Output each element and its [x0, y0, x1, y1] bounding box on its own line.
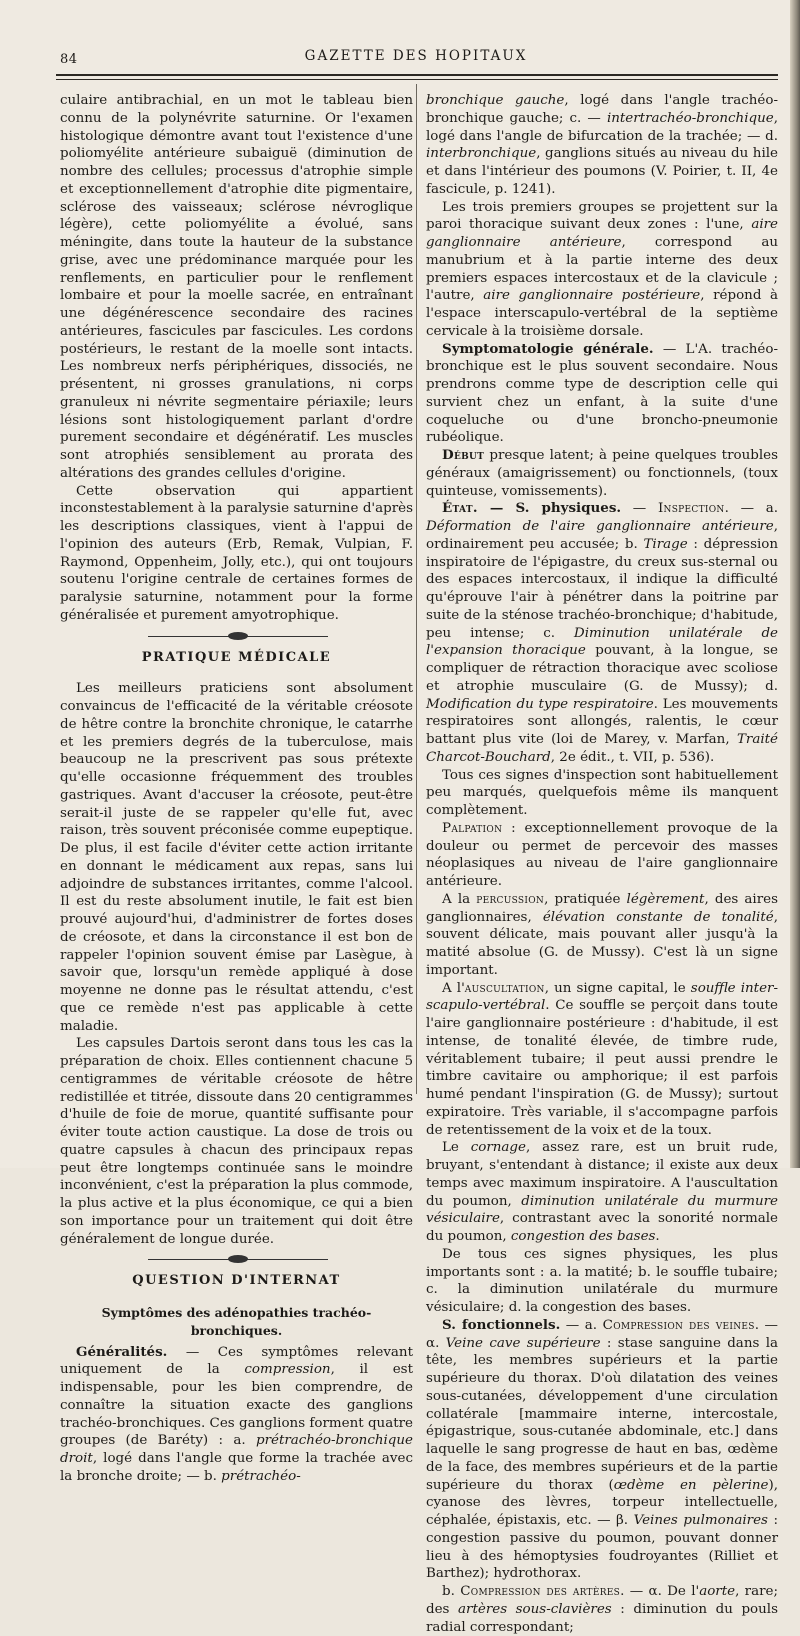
- text-run: : congestion passive du poumon, pouvant donner lieu à des hémoptysies foudroyantes (Rilliet et Barthez); hydrothorax.: [426, 1513, 778, 1582]
- italic-term: prétrachéo-: [221, 1468, 301, 1484]
- smallcaps-term: Compression des artères: [460, 1584, 621, 1599]
- text-run: : diminution du pouls radial correspondant;: [426, 1601, 778, 1635]
- paragraph-auscultation: [426, 980, 778, 1140]
- text-run: . — a.: [724, 501, 778, 517]
- text-run: : dépression inspiratoire de l'épigastre, du creux sus-sternal ou des espaces intercostaux, il indique la difficulté qu'éprouve l'air à pénétrer dans la poitrine par suite de la sténose trachéo-bronchique; d'habitude, peu intense; c.: [426, 536, 779, 641]
- paragraph-groupes: [426, 92, 778, 199]
- text-run: , contrastant avec la sonorité normale du poumon,: [426, 1211, 778, 1244]
- text-run: . — α. De l': [620, 1584, 700, 1599]
- text-run: , des aires ganglionnaires,: [426, 891, 778, 925]
- lead-term: S. fonctionnels.: [442, 1316, 561, 1333]
- text-run: . Les mouvements respiratoires sont allongés, ralentis, le cœur battant plus vite (loi de Marey, v. Marfan,: [426, 696, 778, 747]
- smallcaps-term: Compression des veines: [602, 1317, 755, 1333]
- italic-term: artères sous-clavières: [458, 1601, 612, 1617]
- text-run: — L'A. trachéo-bronchique est le plus souvent secondaire. Nous prendrons comme type de description celle qui survient chez un enfant, à la suite d'une coqueluche ou d'une broncho-pneumonie rubéolique.: [426, 341, 778, 446]
- text-run: , un signe capital, le: [544, 980, 691, 996]
- text-run: , rare; des: [426, 1584, 779, 1617]
- smallcaps-term: Palpation: [442, 820, 503, 836]
- italic-term: intertrachéo-bronchique: [606, 110, 774, 126]
- text-run: A la: [442, 891, 477, 907]
- smallcaps-term: Inspection: [657, 501, 725, 517]
- left-column: [60, 92, 413, 1486]
- smallcaps-term: auscultation: [464, 980, 545, 996]
- italic-term: Traité Charcot-Bouchard: [426, 732, 778, 765]
- text-run: Les trois premiers groupes se projettent sur la paroi thoracique suivant deux zones : l'une,: [426, 199, 778, 233]
- text-run: Le: [442, 1140, 471, 1156]
- text-run: , 2e édit., t. VII, p. 536).: [550, 749, 715, 765]
- text-run: . — α.: [426, 1317, 778, 1351]
- italic-term: œdème en pèlerine: [613, 1477, 769, 1493]
- italic-term: diminution unilatérale du murmure vésiculaire: [426, 1193, 778, 1227]
- italic-term: Veines pulmonaires: [633, 1513, 768, 1528]
- paragraph-capsules: Les capsules Dartois seront dans tous les cas la préparation de choix. Elles contiennent chacune 5 centigrammes de véritable créosote de hêtre redistillée et titrée, dissoute dans 20 centigrammes d'huile de foie de morue, quantité suffisante pour éviter toute action caustique. La dose de trois ou quatre capsules à chacun des principaux repas peut être longtemps continuée sans le moindre inconvénient, c'est la préparation la plus commode, la plus active et la plus économique, ce qui a bien son importance pour un traitement qui doit être généralement de longue durée.: [60, 1036, 413, 1247]
- lead-term: Début: [442, 447, 485, 463]
- italic-term: Tirage: [643, 536, 688, 552]
- paragraph-observation: Cette observation qui appartient inconstestablement à la paralysie saturnine d'après les descriptions classiques, vient à l'appui de l'opinion des auteurs (Erb, Remak, Vulpian, F. Raymond, Oppenheim, Jolly, etc.), qui ont toujours soutenu l'origine centrale de certaines formes de paralysie saturnine, notamment pour la forme généralisée et purement amyotrophique.: [60, 483, 413, 623]
- italic-term: aire ganglionnaire antérieure: [426, 217, 778, 250]
- header-rule-thin: [56, 79, 778, 80]
- italic-term: prétrachéo-bronchique droit: [60, 1433, 413, 1466]
- italic-term: compression: [244, 1362, 331, 1378]
- text-run: , logé dans l'angle de bifurcation de la trachée; — d.: [426, 110, 778, 144]
- paragraph-continuation: culaire antibrachial, en un mot le tableau bien connu de la polynévrite saturnine. Or l'examen histologique démontre avant tout l'existence d'une poliomyélite antérieure subaiguë (diminution de nombre des cellules; processus d'atrophie simple et exceptionnellement d'atrophie dite pigmentaire, sclérose des vaisseaux; sclérose névroglique légère), cette poliomyélite a évolué, sans méningite, dans toute la hauteur de la substance grise, avec une prédominance marquée pour les renflements, en particulier pour le renflement lombaire et pour la moelle sacrée, en entraînant une dégénérescence secondaire des racines antérieures, fascicules par fascicules. Les cordons postérieurs, le restant de la moelle sont intacts. Les nombreux nerfs périphériques, dissociés, ne présentent, ni grosses granulations, ni corps granuleux ni névrite segmentaire périaxile; leurs lésions sont histologiquement parlant d'ordre purement secondaire et dégénératif. Les muscles sont atrophiés sensiblement au prorata des altérations des grandes cellules d'origine.: [60, 93, 413, 481]
- italic-term: aorte: [699, 1584, 736, 1599]
- smallcaps-term: percussion: [476, 891, 545, 907]
- paragraph-arteres: [426, 1583, 778, 1636]
- italic-term: congestion des bases: [510, 1229, 656, 1244]
- text-run: , pratiquée: [544, 891, 627, 907]
- text-run: pouvant, à la longue, se compliquer de rétraction thoracique avec scoliose et atrophie musculaire (G. de Mussy); d.: [426, 643, 778, 694]
- paragraph-debut: [426, 447, 778, 500]
- italic-term: légèrement: [626, 891, 705, 907]
- italic-term: cornage: [470, 1140, 526, 1156]
- section-title-pratique: PRATIQUE MÉDICALE: [141, 649, 332, 665]
- column-separator: [416, 84, 417, 1094]
- lead-term: État.: [442, 500, 478, 517]
- text-run: , correspond au manubrium et à la partie interne des deux premiers espaces intercostaux et de la clavicule ; l'autre,: [426, 235, 778, 304]
- text-run: , logé dans l'angle que forme la trachée avec la bronche droite; — b.: [60, 1451, 413, 1484]
- text-run: .: [655, 1229, 660, 1244]
- italic-term: souffle inter-scapulo-vertébral: [426, 980, 778, 1014]
- paragraph-fonctionnels: [426, 1317, 778, 1583]
- header-rule-thick: [56, 74, 778, 76]
- right-column: [426, 92, 778, 1636]
- text-run: b.: [442, 1584, 461, 1599]
- page-header: [56, 46, 776, 68]
- journal-title: GAZETTE DES HOPITAUX: [304, 48, 528, 64]
- lead-term: — S. physiques.: [477, 500, 622, 517]
- page-edge-shadow: [790, 0, 800, 1168]
- italic-term: Déformation de l'aire ganglionnaire antérieure: [426, 519, 774, 534]
- text-run: , souvent délicate, mais pouvant aller jusqu'à la matité absolue (G. de Mussy). C'est là un signe important.: [426, 909, 778, 978]
- italic-term: bronchique gauche: [426, 93, 565, 108]
- lead-term: Symptomatologie générale.: [442, 340, 654, 357]
- paragraph-zones: [426, 199, 778, 341]
- paragraph-importants: De tous ces signes physiques, les plus importants sont : a. la matité; b. le souffle tubaire; c. la diminution unilatérale du murmure vésiculaire; d. la congestion des bases.: [426, 1246, 778, 1315]
- paragraph-symptomatologie: [426, 341, 778, 448]
- text-run: , ordinairement peu accusée; b.: [426, 519, 778, 552]
- text-run: — Ces symptômes relevant uniquement de la: [60, 1344, 413, 1378]
- paragraph-generalites: [60, 1344, 413, 1486]
- italic-term: Diminution unilatérale de l'expansion thoracique: [426, 625, 779, 659]
- lead-term: Généralités.: [76, 1343, 168, 1360]
- text-run: , ganglions situés au niveau du hile et dans l'intérieur des poumons (V. Poirier, t. II, 4e fascicule, p. 1241).: [426, 146, 778, 197]
- subsection-title: Symptômes des adénopathies trachéo-bronchiques.: [101, 1305, 372, 1338]
- paragraph-palpation: [426, 820, 778, 891]
- italic-term: Veine cave supérieure: [445, 1335, 601, 1351]
- text-run: : exceptionnellement provoque de la douleur ou permet de percevoir des masses néoplasiques au niveau de l'aire ganglionnaire antérieure.: [426, 820, 778, 889]
- text-run: —: [621, 501, 658, 517]
- text-run: , il est indispensable, pour les bien comprendre, de connaître la situation exacte des ganglions trachéo-bronchiques. Ces ganglions forment quatre groupes (de Baréty) : a.: [60, 1362, 413, 1449]
- paragraph-percussion: [426, 891, 778, 980]
- text-run: . Ce souffle se perçoit dans toute l'aire ganglionnaire postérieure : d'habitude, il est intense, de tonalité élevée, de timbre rude, véritablement tubaire; il peut aussi prendre le timbre cavitaire ou amphorique; il est parfois humé pendant l'inspiration (G. de Mussy); surtout expiratoire. Très variable, il s'accompagne parfois de retentissement de la voix et de la toux.: [426, 998, 778, 1138]
- page-number: 84: [60, 52, 78, 67]
- paragraph-etat: [426, 500, 778, 766]
- text-run: A l': [442, 980, 465, 996]
- italic-term: interbronchique: [426, 146, 537, 162]
- section-divider: [60, 1252, 413, 1266]
- italic-term: Modification du type respiratoire: [426, 696, 654, 712]
- text-run: : stase sanguine dans la tête, les membres supérieurs et la partie supérieure du thorax. D'où dilatation des veines sous-cutanées, développement d'une circulation collatérale [mammaire interne, intercostale, épigastrique, sous-cutanée abdominale, etc.] dans laquelle le sang progresse de haut en bas, œdème de la face, des membres supérieurs et de la partie supérieure du thorax (: [426, 1335, 778, 1493]
- text-run: , assez rare, est un bruit rude, bruyant, s'entendant à distance; il existe aux deux temps avec maximum inspiratoire. A l'auscultation du poumon,: [426, 1140, 779, 1209]
- section-title-internat: QUESTION D'INTERNAT: [132, 1273, 341, 1289]
- paragraph-creosote: Les meilleurs praticiens sont absolument convaincus de l'efficacité de la véritable créosote de hêtre contre la bronchite chronique, le catarrhe et les premiers degrés de la tuberculose, mais beaucoup ne la prescrivent pas sous prétexte qu'elle occasionne fréquemment des troubles gastriques. Avant d'accuser la créosote, peut-être serait-il juste de se rappeler qu'elle fut, avec raison, très souvent préconisée comme eupeptique. De plus, il est facile d'éviter cette action irritante en donnant le médicament aux repas, sans lui adjoindre de substances irritantes, comme l'alcool. Il est du reste absolument inutile, le fait est bien prouvé aujourd'hui, d'administrer de fortes doses de créosote, et dans la circonstance il est bon de rappeler l'opinion souvent émise par Lasègue, à savoir que, lorsqu'un remède appliqué à dose moyenne ne donne pas le résultat attendu, c'est que ce remède n'est pas applicable à cette maladie.: [60, 681, 413, 1034]
- text-run: , répond à l'espace interscapulo-vertébral de la septième cervicale à la troisième dorsale.: [426, 288, 778, 339]
- paragraph-signes: Tous ces signes d'inspection sont habituellement peu marqués, quelquefois même ils manquent complètement.: [426, 767, 778, 818]
- text-run: — a.: [560, 1317, 603, 1333]
- section-divider: [60, 629, 413, 643]
- text-run: presque latent; à peine quelques troubles généraux (amaigrissement) ou fonctionnels, (toux quinteuse, vomissements).: [426, 448, 778, 499]
- text-run: , logé dans l'angle trachéo-bronchique gauche; c. —: [426, 93, 778, 126]
- italic-term: élévation constante de tonalité: [542, 909, 774, 925]
- paragraph-cornage: [426, 1139, 778, 1246]
- italic-term: aire ganglionnaire postérieure: [483, 288, 701, 304]
- text-run: ), cyanose des lèvres, torpeur intellectuelle, céphalée, épistaxis, etc. — β.: [426, 1477, 778, 1528]
